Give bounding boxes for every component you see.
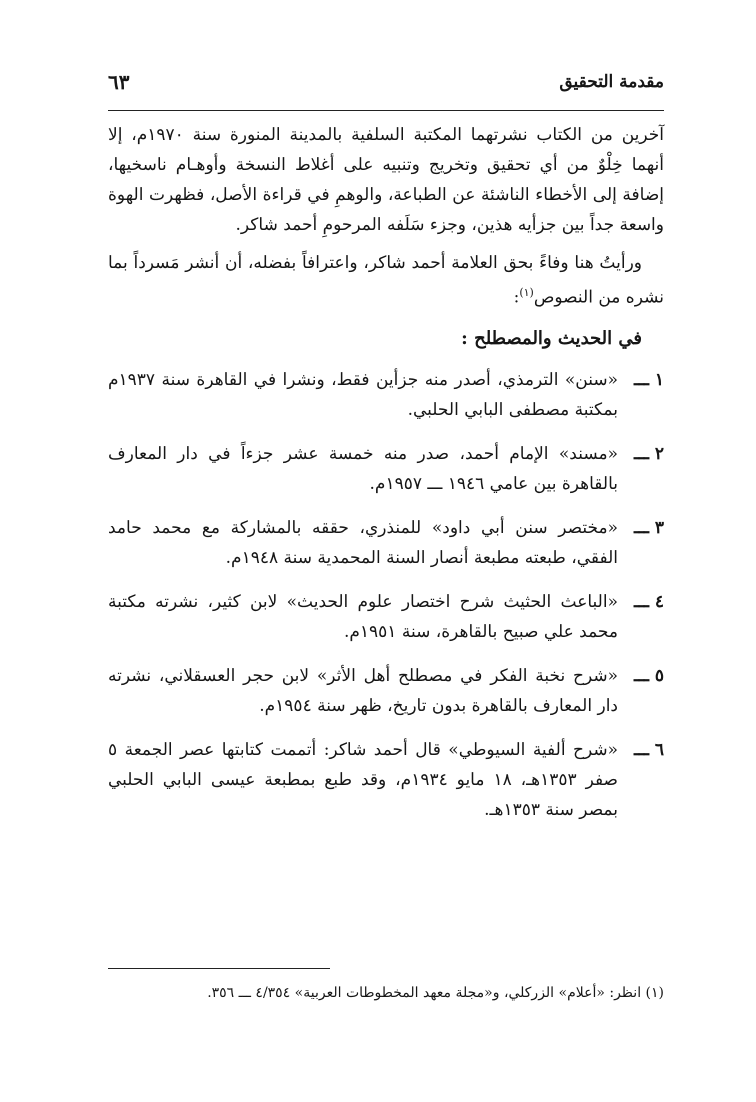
page-number: ٦٣ (108, 70, 130, 94)
header-rule (108, 110, 664, 111)
list-item-number: ٢ ـــ (633, 443, 664, 464)
book-page (108, 62, 664, 1062)
running-header (108, 62, 664, 96)
list-item (108, 661, 664, 721)
list-item-text: «الباعث الحثيث شرح اختصار علوم الحديث» لابن كثير، نشرته مكتبة محمد علي صبيح بالقاهرة، سنة ١٩٥١م. (108, 591, 618, 642)
list-item (108, 735, 664, 825)
list-item-text: «شرح ألفية السيوطي» قال أحمد شاكر: أتممت كتابتها عصر الجمعة ٥ صفر ١٣٥٣هـ، ١٨ مايو ١٩٣٤م، وقد طبع بمطبعة عيسى البابي الحلبي بمصر سنة ١٣٥٣هـ. (108, 739, 618, 820)
list-item-text: «مختصر سنن أبي داود» للمنذري، حققه بالمشاركة مع محمد حامد الفقي، طبعته مطبعة أنصار السنة المحمدية سنة ١٩٤٨م. (108, 517, 618, 568)
list-item-text: «شرح نخبة الفكر في مصطلح أهل الأثر» لابن حجر العسقلاني، نشرته دار المعارف بالقاهرة بدون تاريخ، ظهر سنة ١٩٥٤م. (108, 665, 618, 716)
paragraph-2-text: ورأيتُ هنا وفاءً بحق العلامة أحمد شاكر، واعترافاً بفضله، أن أنشر مَسرداً بما نشره من النصوص (108, 253, 664, 308)
list-item-text: «مسند» الإمام أحمد، صدر منه خمسة عشر جزءاً في دار المعارف بالقاهرة بين عامي ١٩٤٦ ـــ ١٩٥٧م. (108, 443, 618, 494)
list-item-number: ٦ ـــ (633, 739, 664, 760)
list-item (108, 513, 664, 573)
list-item (108, 365, 664, 425)
footnote-rule (108, 968, 330, 969)
paragraph-2 (108, 248, 664, 313)
paragraph-2-colon: : (513, 287, 520, 308)
footnote-ref: (١) (519, 286, 534, 299)
main-text (108, 120, 664, 839)
running-header-title: مقدمة التحقيق (559, 72, 664, 92)
list-item (108, 439, 664, 499)
footnote: (١) انظر: «أعلام» الزركلي، و«مجلة معهد المخطوطات العربية» ٤/٣٥٤ ـــ ٣٥٦. (207, 985, 664, 1001)
list-item-text: «سنن» الترمذي، أصدر منه جزأين فقط، ونشرا في القاهرة سنة ١٩٣٧م بمكتبة مصطفى البابي الحلبي. (108, 369, 618, 420)
list-item-number: ٤ ـــ (633, 591, 664, 612)
list-item-number: ٣ ـــ (633, 517, 664, 538)
section-heading: في الحديث والمصطلح : (461, 327, 642, 349)
paragraph-1: آخرين من الكتاب نشرتهما المكتبة السلفية بالمدينة المنورة سنة ١٩٧٠م، إلا أنهما خِلْوٌ من أي تحقيق وتخريج وتنبيه على أغلاط النسخة وأوهـام ناسخيها، إضافة إلى الأخطاء الناشئة عن الطباعة، والوهمِ في قراءة الأصل، فظهرت الهوة واسعة جداً بين جزأيه هذين، وجزء سَلَفه المرحومِ أحمد شاكر. (108, 125, 664, 235)
list-item-number: ٥ ـــ (633, 665, 664, 686)
list-item (108, 587, 664, 647)
list-item-number: ١ ـــ (633, 369, 664, 390)
